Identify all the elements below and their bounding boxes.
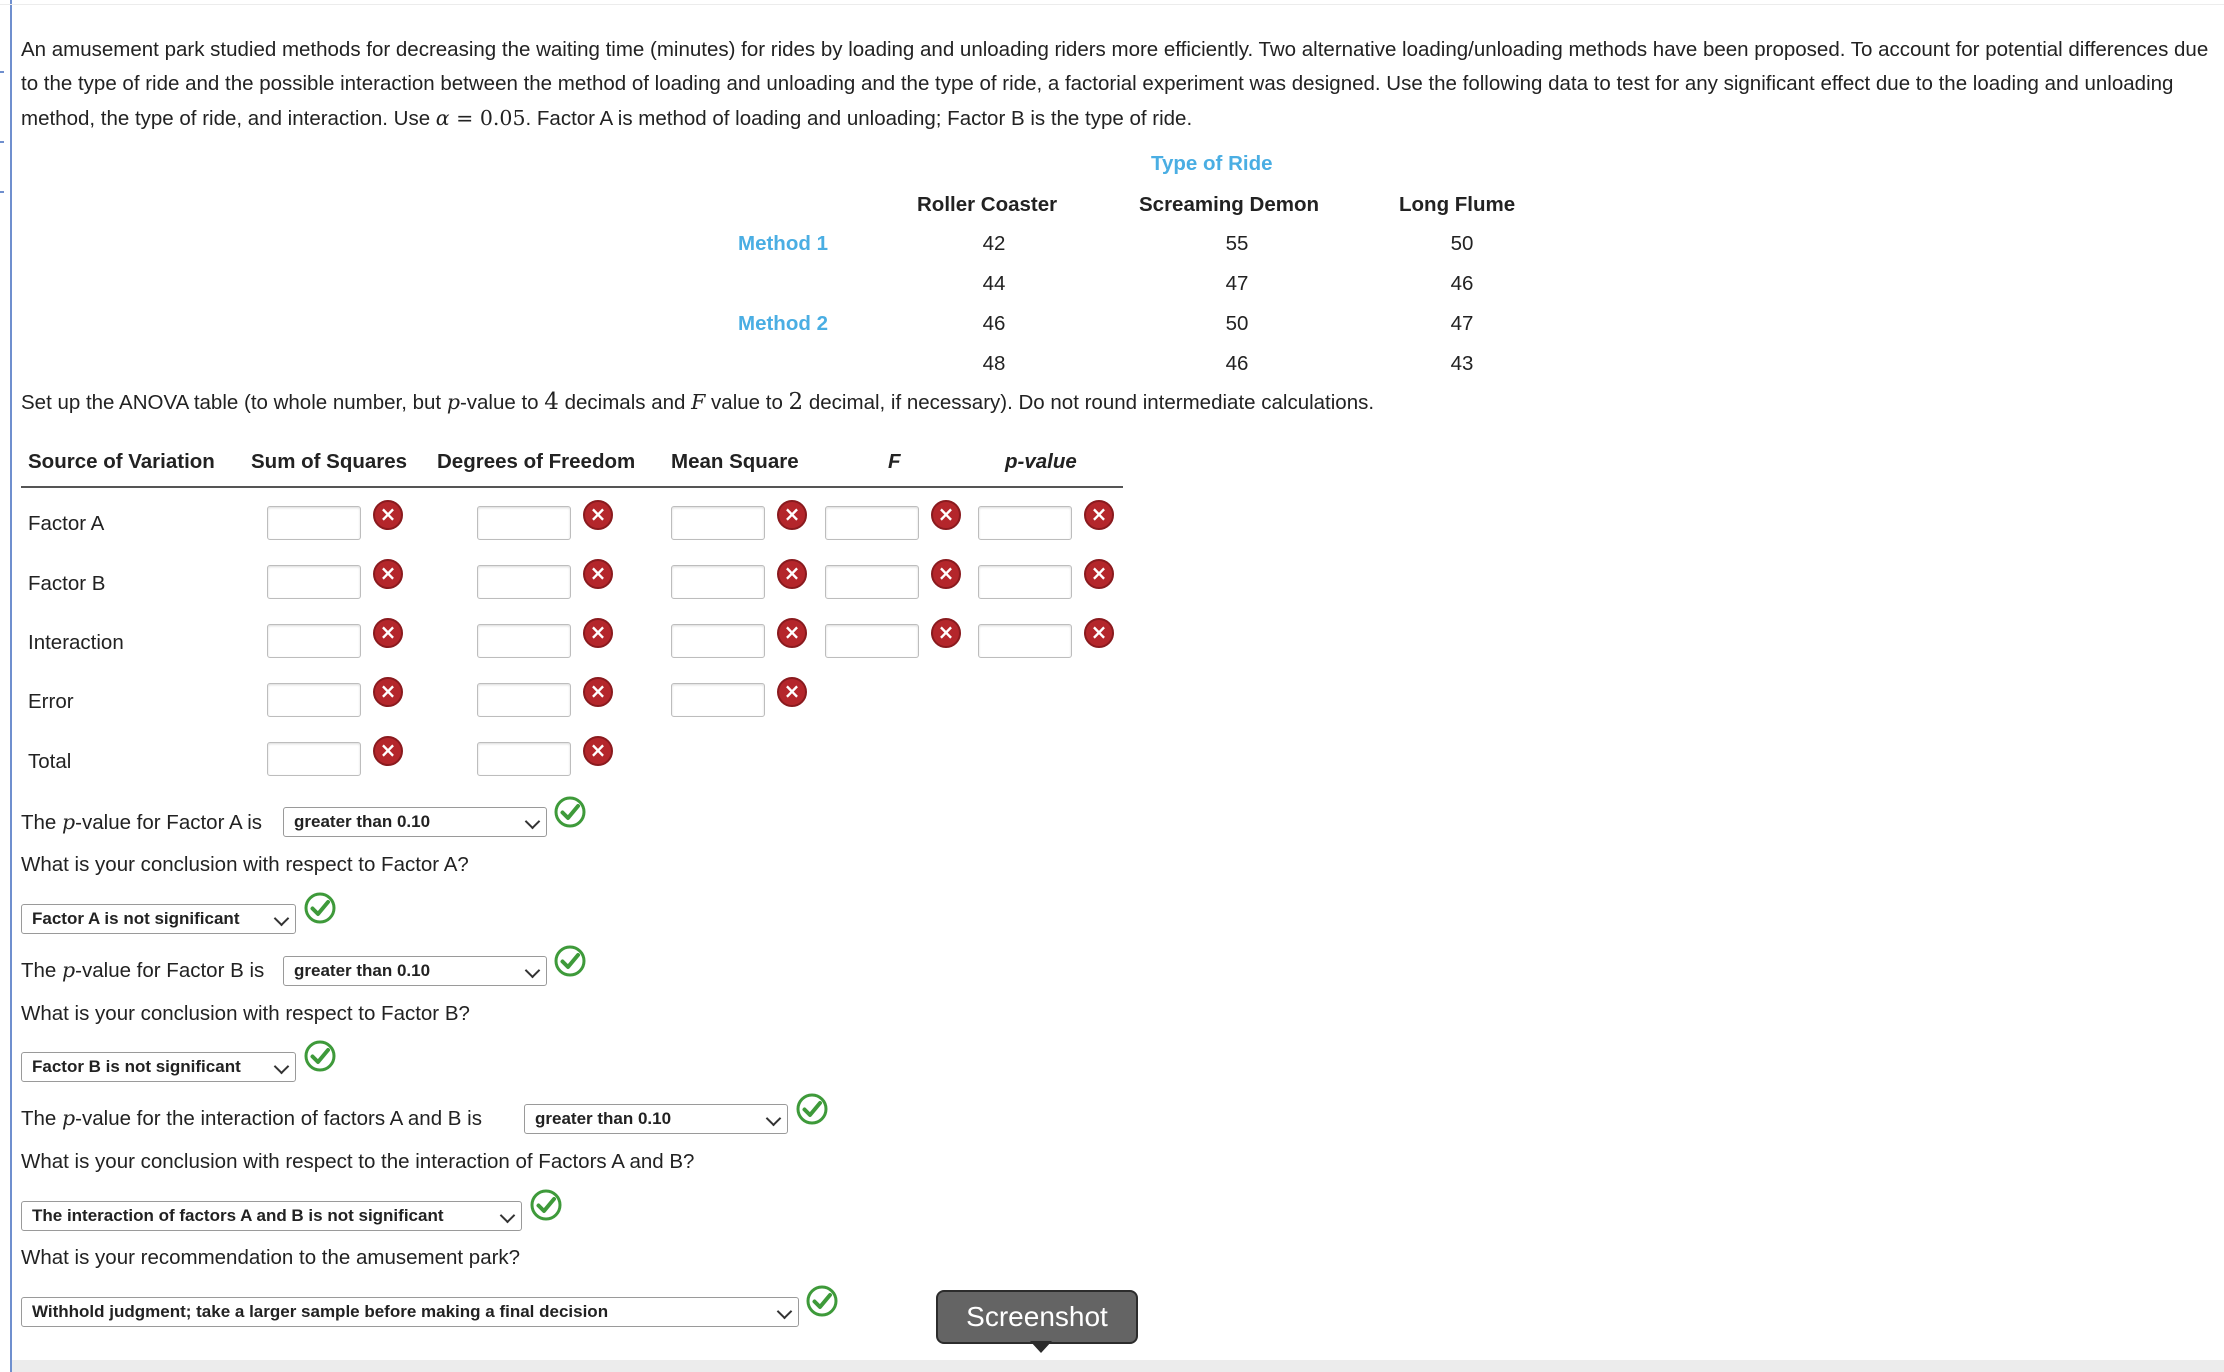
left-border-line bbox=[10, 0, 12, 1372]
data-cell: 42 bbox=[982, 232, 1006, 255]
interaction-pvalue-select[interactable]: greater than 0.10 bbox=[524, 1104, 788, 1134]
factor-a-pvalue-select[interactable]: greater than 0.10 bbox=[283, 807, 547, 837]
x-circle-icon: × bbox=[777, 677, 807, 707]
interaction-ms-input[interactable] bbox=[671, 624, 765, 658]
check-circle-icon bbox=[796, 1093, 828, 1125]
x-circle-icon: × bbox=[777, 559, 807, 589]
error-ms-input[interactable] bbox=[671, 683, 765, 717]
x-circle-icon: × bbox=[931, 500, 961, 530]
interaction-p-input[interactable] bbox=[978, 624, 1072, 658]
factor-a-ms-input[interactable] bbox=[671, 506, 765, 540]
factor-b-p-input[interactable] bbox=[978, 565, 1072, 599]
top-divider bbox=[0, 4, 2224, 5]
factor-b-ss-input[interactable] bbox=[267, 565, 361, 599]
recommendation-select[interactable]: Withhold judgment; take a larger sample before making a final decision bbox=[21, 1297, 799, 1327]
data-cell: 50 bbox=[1225, 312, 1249, 335]
anova-header-ms: Mean Square bbox=[671, 450, 799, 473]
check-circle-icon bbox=[304, 1040, 336, 1072]
interaction-conclusion-select[interactable]: The interaction of factors A and B is not significant bbox=[21, 1201, 522, 1231]
data-cell: 50 bbox=[1450, 232, 1474, 255]
left-tick bbox=[0, 191, 4, 193]
chevron-down-icon bbox=[525, 963, 541, 979]
col-roller-coaster: Roller Coaster bbox=[917, 193, 1058, 216]
x-circle-icon: × bbox=[931, 618, 961, 648]
row-label-factor-b: Factor B bbox=[28, 572, 106, 595]
anova-header-rule bbox=[21, 486, 1123, 488]
col-screaming-demon: Screaming Demon bbox=[1139, 193, 1319, 216]
check-circle-icon bbox=[530, 1189, 562, 1221]
x-circle-icon: × bbox=[373, 736, 403, 766]
x-circle-icon: × bbox=[931, 559, 961, 589]
row-label-error: Error bbox=[28, 690, 74, 713]
x-circle-icon: × bbox=[373, 559, 403, 589]
q-factor-b-conclusion: What is your conclusion with respect to Factor B? bbox=[21, 1002, 470, 1025]
data-cell: 48 bbox=[982, 352, 1006, 375]
anova-header-p: p-value bbox=[1005, 450, 1077, 473]
error-df-input[interactable] bbox=[477, 683, 571, 717]
chevron-down-icon bbox=[766, 1111, 782, 1127]
anova-header-ss: Sum of Squares bbox=[251, 450, 408, 473]
factor-b-df-input[interactable] bbox=[477, 565, 571, 599]
q-interaction-conclusion: What is your conclusion with respect to the interaction of Factors A and B? bbox=[21, 1150, 695, 1173]
q-factor-b-pvalue: The p-value for Factor B is bbox=[21, 958, 265, 982]
x-circle-icon: × bbox=[373, 618, 403, 648]
chevron-down-icon bbox=[274, 911, 290, 927]
x-circle-icon: × bbox=[373, 500, 403, 530]
left-tick bbox=[0, 141, 4, 143]
factor-b-f-input[interactable] bbox=[825, 565, 919, 599]
x-circle-icon: × bbox=[583, 618, 613, 648]
data-cell: 46 bbox=[1225, 352, 1249, 375]
anova-header-f: F bbox=[888, 450, 901, 473]
total-ss-input[interactable] bbox=[267, 742, 361, 776]
type-of-ride-header: Type of Ride bbox=[1151, 152, 1273, 175]
check-circle-icon bbox=[806, 1285, 838, 1317]
x-circle-icon: × bbox=[777, 618, 807, 648]
anova-header-df: Degrees of Freedom bbox=[437, 450, 636, 473]
data-cell: 43 bbox=[1450, 352, 1474, 375]
factor-a-df-input[interactable] bbox=[477, 506, 571, 540]
data-cell: 44 bbox=[982, 272, 1006, 295]
x-circle-icon: × bbox=[583, 736, 613, 766]
interaction-df-input[interactable] bbox=[477, 624, 571, 658]
anova-instructions: Set up the ANOVA table (to whole number, but p-value to 4 decimals and F value to 2 decimal, if necessary). Do not round intermediate calculations. bbox=[21, 389, 1375, 415]
chevron-down-icon bbox=[525, 814, 541, 830]
row-label-interaction: Interaction bbox=[28, 631, 124, 654]
check-circle-icon bbox=[554, 796, 586, 828]
screenshot-tooltip[interactable]: Screenshot bbox=[936, 1290, 1138, 1344]
data-cell: 46 bbox=[982, 312, 1006, 335]
q-factor-a-conclusion: What is your conclusion with respect to Factor A? bbox=[21, 853, 469, 876]
col-long-flume: Long Flume bbox=[1399, 193, 1516, 216]
method-1-label: Method 1 bbox=[738, 232, 828, 255]
factor-a-p-input[interactable] bbox=[978, 506, 1072, 540]
x-circle-icon: × bbox=[1084, 618, 1114, 648]
anova-header-source: Source of Variation bbox=[28, 450, 215, 473]
problem-statement: An amusement park studied methods for decreasing the waiting time (minutes) for rides by loading and unloading riders more efficiently. Two alternative loading/unloading methods have been proposed. To account for potential differences due to the type of ride and the possible interaction between the method of loading and unloading and the type of ride, a factorial experiment was designed. Use the following data to test for any significant effect due to the loading and unloading method, the type of ride, and interaction. Use α = 0.05. Factor A is method of loading and unloading; Factor B is the type of ride. bbox=[21, 38, 2209, 130]
factor-a-conclusion-select[interactable]: Factor A is not significant bbox=[21, 904, 296, 934]
q-factor-a-pvalue: The p-value for Factor A is bbox=[21, 810, 263, 834]
row-label-total: Total bbox=[28, 750, 72, 773]
bottom-scroll-area bbox=[12, 1360, 2224, 1372]
method-2-label: Method 2 bbox=[738, 312, 828, 335]
data-cell: 47 bbox=[1450, 312, 1474, 335]
factor-a-ss-input[interactable] bbox=[267, 506, 361, 540]
interaction-f-input[interactable] bbox=[825, 624, 919, 658]
factor-b-pvalue-select[interactable]: greater than 0.10 bbox=[283, 956, 547, 986]
data-cell: 55 bbox=[1225, 232, 1249, 255]
total-df-input[interactable] bbox=[477, 742, 571, 776]
x-circle-icon: × bbox=[583, 500, 613, 530]
tooltip-pointer bbox=[1030, 1341, 1052, 1353]
x-circle-icon: × bbox=[777, 500, 807, 530]
chevron-down-icon bbox=[274, 1059, 290, 1075]
data-cell: 46 bbox=[1450, 272, 1474, 295]
check-circle-icon bbox=[304, 892, 336, 924]
factor-a-f-input[interactable] bbox=[825, 506, 919, 540]
row-label-factor-a: Factor A bbox=[28, 512, 105, 535]
data-cell: 47 bbox=[1225, 272, 1249, 295]
x-circle-icon: × bbox=[373, 677, 403, 707]
x-circle-icon: × bbox=[583, 559, 613, 589]
factor-b-conclusion-select[interactable]: Factor B is not significant bbox=[21, 1052, 296, 1082]
left-tick bbox=[0, 71, 4, 73]
q-recommendation: What is your recommendation to the amusement park? bbox=[21, 1246, 521, 1269]
chevron-down-icon bbox=[500, 1208, 516, 1224]
factor-b-ms-input[interactable] bbox=[671, 565, 765, 599]
x-circle-icon: × bbox=[1084, 559, 1114, 589]
interaction-ss-input[interactable] bbox=[267, 624, 361, 658]
x-circle-icon: × bbox=[583, 677, 613, 707]
x-circle-icon: × bbox=[1084, 500, 1114, 530]
error-ss-input[interactable] bbox=[267, 683, 361, 717]
check-circle-icon bbox=[554, 945, 586, 977]
q-interaction-pvalue: The p-value for the interaction of factors A and B is bbox=[21, 1106, 482, 1130]
chevron-down-icon bbox=[777, 1304, 793, 1320]
